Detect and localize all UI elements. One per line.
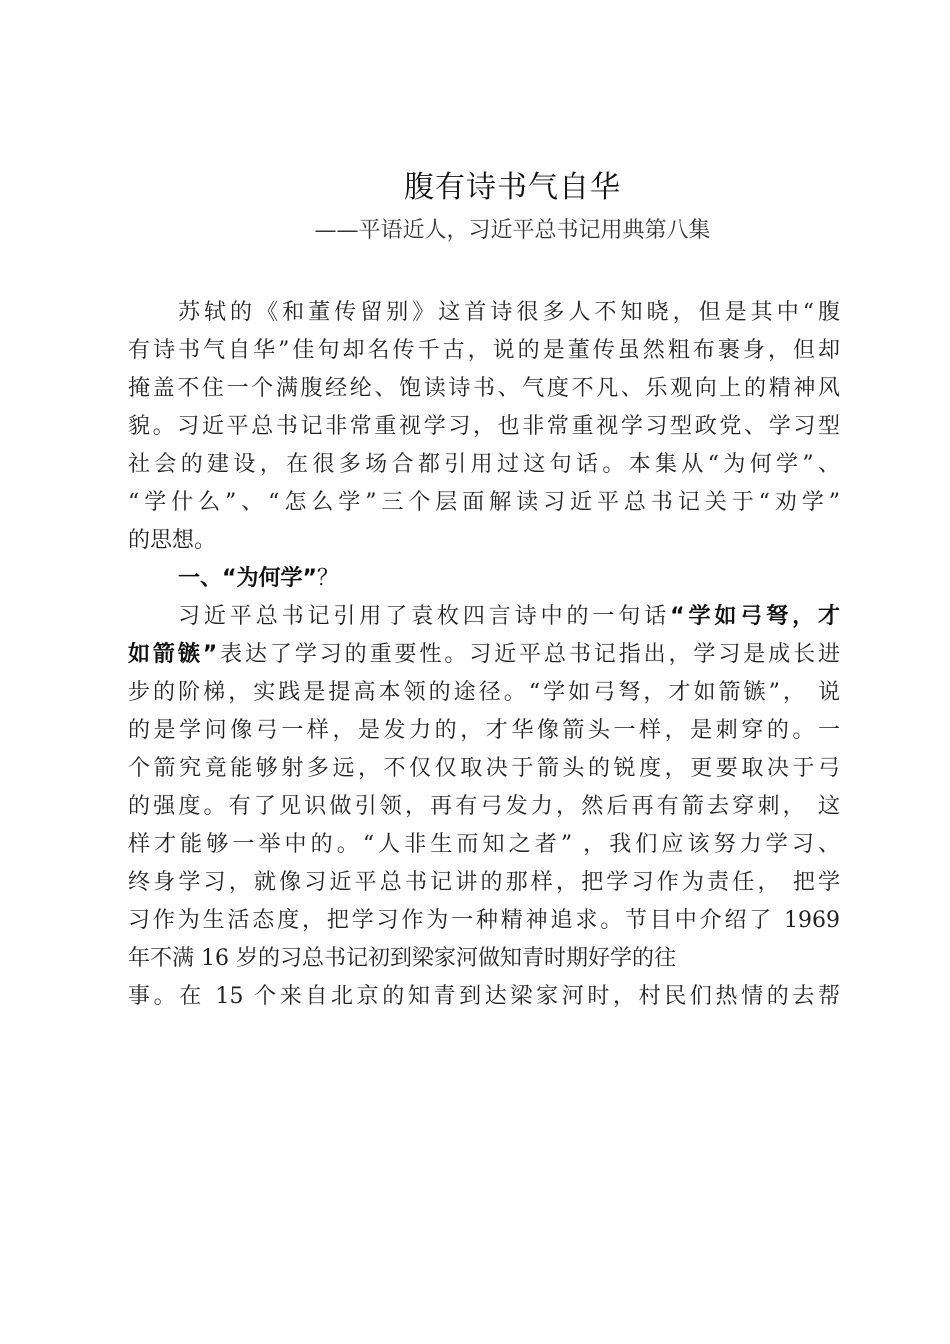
paragraph-line: 掩盖不住一个满腹经纶、饱读诗书、气度不凡、乐观向上的精神风 <box>128 376 840 401</box>
paragraph-line: 有诗书气自华”佳句却名传千古，说的是董传虽然粗布裹身，但却 <box>128 338 840 363</box>
section-heading-text: 一、“为何学” <box>178 566 317 591</box>
quote-emphasis: 如箭镞” <box>128 642 218 667</box>
paragraph-line: 的思想。 <box>128 528 217 553</box>
section-heading <box>128 560 840 598</box>
paragraph-line: 社会的建设，在很多场合都引用过这句话。本集从“为何学”、 <box>128 452 840 477</box>
paragraph-line: 事。在 15 个来自北京的知青到达梁家河时，村民们热情的去帮 <box>128 984 840 1009</box>
paragraph-line: 苏轼的《和董传留别》这首诗很多人不知晓，但是其中“腹 <box>178 300 840 325</box>
intro-paragraph <box>128 294 840 560</box>
paragraph-line: 貌。习近平总书记非常重视学习，也非常重视学习型政党、学习型 <box>128 414 840 439</box>
paragraph-line: 步的阶梯，实践是提高本领的途径。“学如弓弩，才如箭镞”， 说 <box>128 680 840 705</box>
quote-emphasis: “学如弓弩，才 <box>670 604 840 629</box>
document-subtitle: ——平语近人，习近平总书记用典第八集 <box>314 218 711 243</box>
paragraph-line: 样才能够一举中的。“人非生而知之者” ，我们应该努力学习、 <box>128 832 840 857</box>
paragraph-line <box>128 636 840 674</box>
section-paragraph <box>128 598 840 1016</box>
paragraph-line <box>128 598 840 636</box>
document-body <box>128 294 840 1016</box>
document-title: 腹有诗书气自华 <box>404 170 621 205</box>
paragraph-line: 年不满 16 岁的习总书记初到梁家河做知青时期好学的往 <box>128 946 676 971</box>
line-text: 表达了学习的重要性。习近平总书记指出，学习是成长进 <box>217 642 840 667</box>
paragraph-line: 终身学习，就像习近平总书记讲的那样，把学习作为责任， 把学 <box>128 870 840 895</box>
paragraph-line: 的强度。有了见识做引领，再有弓发力，然后再有箭去穿刺， 这 <box>128 794 840 819</box>
paragraph-line: 的是学问像弓一样，是发力的，才华像箭头一样，是刺穿的。一 <box>128 718 840 743</box>
paragraph-line: “学什么”、“怎么学”三个层面解读习近平总书记关于“劝学” <box>128 490 840 515</box>
paragraph-line: 个箭究竟能够射多远，不仅仅取决于箭头的锐度，更要取决于弓 <box>128 756 840 781</box>
line-text: 习近平总书记引用了袁枚四言诗中的一句话 <box>178 604 671 629</box>
section-heading-mark: ？ <box>316 566 339 591</box>
paragraph-line: 习作为生活态度，把学习作为一种精神追求。节目中介绍了 1969 <box>128 908 840 933</box>
